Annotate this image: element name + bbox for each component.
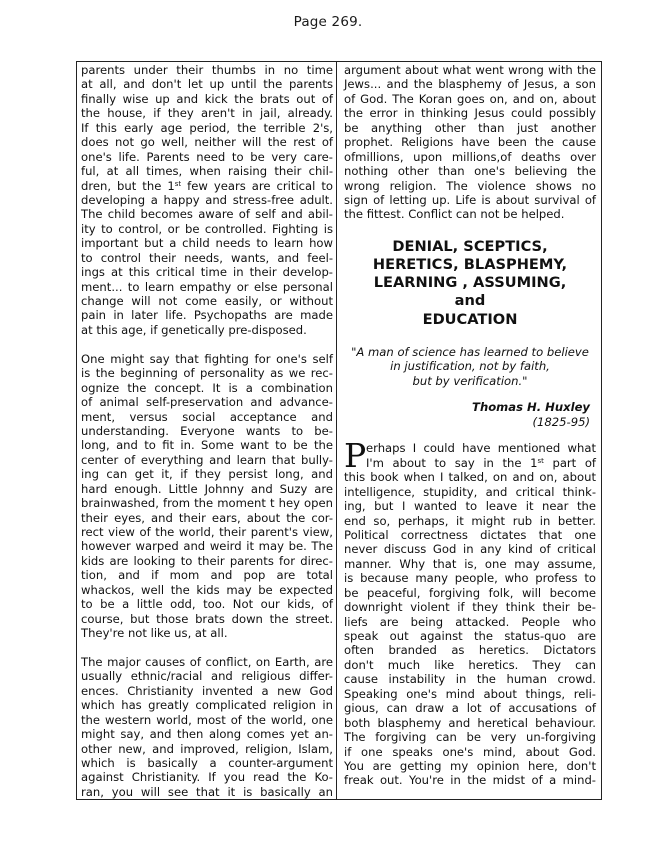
- text-line: to be a little odd, too. Not our kids, of: [81, 597, 333, 612]
- text-line: against Christianity. If you read the Ko-: [81, 770, 333, 785]
- superscript: st: [174, 179, 182, 188]
- left-column: [81, 63, 333, 799]
- text-line: their eyes, and their ears, about the cor-: [81, 510, 333, 525]
- text-line: ful, at all times, when raising their chil-: [81, 164, 333, 179]
- text-line: be peaceful, forgiving folk, will become: [344, 585, 596, 600]
- text-line: the error in thinking Jesus could possibly: [344, 106, 596, 121]
- left-paragraph-2: [81, 352, 333, 641]
- text-line: which is basically a counter-argument: [81, 756, 333, 770]
- text-line: The major causes of conflict, on Earth, are: [81, 654, 333, 669]
- text-line: wrong religion. The violence shows no: [344, 178, 596, 193]
- text-line: prophet. Religions have been the cause: [344, 135, 596, 150]
- text-line: ing can get it, if they persist long, and: [81, 467, 333, 482]
- drop-cap: P: [344, 436, 367, 476]
- text-line: Jews... and the blasphemy of Jesus, a son: [344, 77, 596, 92]
- text-line: I'm about to say in the 1st part of: [366, 455, 596, 470]
- text-line: sign of letting up. Life is about survival of: [344, 192, 596, 207]
- text-line: tion, and if mom and pop are total: [81, 568, 333, 583]
- page-number: Page 269.: [293, 14, 363, 30]
- epigraph-years: (1825-95): [532, 414, 590, 429]
- text-line: ings at this critical time in their develop-: [81, 265, 333, 280]
- epigraph-line: "A man of science has learned to believe: [351, 344, 589, 359]
- epigraph-line: but by verification.": [412, 373, 528, 388]
- text-line: ofmillions, upon millions,of deaths over: [344, 149, 596, 164]
- text-line: is because many people, who profess to: [344, 571, 596, 586]
- left-paragraph-1: [81, 63, 333, 337]
- text-line: manner. Why that is, one may assume,: [344, 556, 596, 571]
- text-line: They're not like us, at all.: [81, 626, 228, 641]
- text-line: The forgiving can be very un-forgiving: [344, 730, 596, 745]
- text-line: both blasphemy and heretical behaviour.: [344, 715, 596, 730]
- section-heading-line: LEARNING , ASSUMING,: [373, 274, 567, 292]
- epigraph-line: in justification, not by faith,: [390, 359, 550, 374]
- text-line: the house, if they aren't in jail, already.: [81, 106, 333, 121]
- text-line: center of everything and learn that bully-: [81, 452, 333, 467]
- text-line: one's life. Parents need to be very care-: [81, 149, 333, 164]
- superscript: st: [537, 456, 544, 465]
- epigraph-attribution: [344, 400, 596, 429]
- text-line: which has greatly complicated religion in: [81, 698, 333, 713]
- text-line: of animal self-preservation and advance-: [81, 395, 333, 410]
- right-paragraph-2: [344, 436, 596, 788]
- text-line: might say, and then along comes yet an-: [81, 727, 333, 742]
- text-line: is the beginning of personality as we rec-: [81, 366, 333, 381]
- section-heading-line: DENIAL, SCEPTICS,: [392, 237, 548, 255]
- column-divider: [336, 62, 337, 799]
- text-line: ity to control, or be controlled. Fighting is: [81, 221, 333, 236]
- text-line: cause instability in the human crowd.: [344, 672, 596, 687]
- text-line: this book when I talked, on and on, about: [344, 470, 596, 485]
- text-line: to control their needs, wants, and feel-: [81, 250, 333, 265]
- text-line: nothing other than one's believing the: [344, 164, 596, 179]
- text-line: end so, perhaps, it might rub in better.: [344, 513, 596, 528]
- right-column: [344, 63, 596, 788]
- text-line: Speaking one's mind about things, reli-: [344, 686, 596, 701]
- text-line: understanding. Everyone wants to be-: [81, 423, 333, 438]
- text-line: freak out. You're in the midst of a mind-: [344, 773, 596, 788]
- two-column-text-frame: [76, 61, 602, 800]
- text-line: if one speaks one's mind, about God.: [344, 744, 596, 759]
- text-line: pain in later life. Psychopaths are made: [81, 308, 333, 323]
- text-line: liefs are being attacked. People who: [344, 614, 596, 629]
- text-line: long, and to fit in. Some want to be the: [81, 438, 333, 453]
- text-line: don't much like heretics. They can: [344, 657, 596, 672]
- text-line: however warped and weird it may be. The: [81, 539, 333, 554]
- text-line: intelligence, stupidity, and critical think-: [344, 484, 596, 499]
- text-line: dren, but the 1st few years are critical to: [81, 178, 334, 193]
- text-line: never discuss God in any kind of critical: [344, 542, 596, 557]
- left-paragraph-3: [81, 655, 333, 799]
- text-line: downright violent if they think their be-: [344, 600, 596, 615]
- text-line: at this age, if genetically pre-disposed.: [81, 322, 307, 337]
- text-line: brainwashed, from the moment t hey open: [81, 496, 333, 511]
- text-line: often branded as heretics. Dictators: [344, 643, 596, 658]
- text-line: gious, can draw a lot of accusations of: [344, 701, 596, 716]
- text-line: erhaps I could have mentioned what: [366, 441, 596, 456]
- text-line: ment, versus social acceptance and: [81, 409, 333, 424]
- epigraph-quote: [344, 345, 596, 389]
- paragraph-gap: [81, 641, 333, 655]
- epigraph-author: Thomas H. Huxley: [472, 400, 590, 415]
- text-line: course, but those brats down the street.: [81, 611, 333, 626]
- section-heading: [344, 238, 596, 329]
- text-line: You are getting my opinion here, don't: [344, 758, 596, 773]
- text-line: parents under their thumbs in no time: [81, 63, 333, 77]
- text-line: developing a happy and stress-free adult.: [81, 192, 333, 207]
- text-line: If this early age period, the terrible 2's,: [81, 120, 333, 135]
- text-line: ences. Christianity invented a new God: [81, 683, 333, 698]
- text-line: rect view of the world, their parent's view,: [81, 525, 333, 539]
- text-line: ognize the concept. It is a combination: [81, 380, 333, 395]
- text-line: does not go well, neither will the rest of: [81, 135, 333, 150]
- section-heading-line: and: [454, 292, 486, 310]
- text-line: ran, you will see that it is basically an: [81, 784, 333, 799]
- text-line: usually ethnic/racial and religious differ-: [81, 669, 333, 684]
- text-line: One might say that fighting for one's self: [81, 351, 333, 366]
- text-line: at all, and don't let up until the parents: [81, 77, 333, 92]
- text-line: kids are looking to their parents for direc-: [81, 553, 333, 568]
- text-line: the fittest. Conflict can not be helped.: [344, 207, 565, 222]
- right-paragraph-2-body: [344, 436, 596, 788]
- right-paragraph-1: [344, 63, 596, 222]
- section-heading-line: HERETICS, BLASPHEMY,: [372, 256, 568, 274]
- text-line: be anything other than just another: [344, 120, 596, 135]
- text-line: hard enough. Little Johnny and Suzy are: [81, 481, 333, 496]
- text-line: The child becomes aware of self and abil-: [81, 207, 333, 222]
- text-line: finally wise up and kick the brats out of: [81, 91, 333, 106]
- paragraph-gap: [81, 337, 333, 351]
- text-line: Political correctness dictates that one: [344, 527, 596, 542]
- text-line: of God. The Koran goes on, and on, about: [344, 91, 596, 106]
- text-line: argument about what went wrong with the: [344, 63, 596, 77]
- text-line: other new, and improved, religion, Islam,: [81, 741, 333, 756]
- text-line: speak out against the status-quo are: [344, 629, 596, 644]
- text-line: ment... to learn empathy or else personal: [81, 279, 333, 294]
- text-line: change will not come easily, or without: [81, 294, 333, 308]
- text-line: ing, but I wanted to leave it near the: [344, 499, 596, 514]
- section-heading-line: EDUCATION: [422, 310, 518, 328]
- text-line: whackos, well the kids may be expected: [81, 582, 333, 597]
- text-line: important but a child needs to learn how: [81, 236, 333, 251]
- text-line: the western world, most of the world, one: [81, 712, 333, 727]
